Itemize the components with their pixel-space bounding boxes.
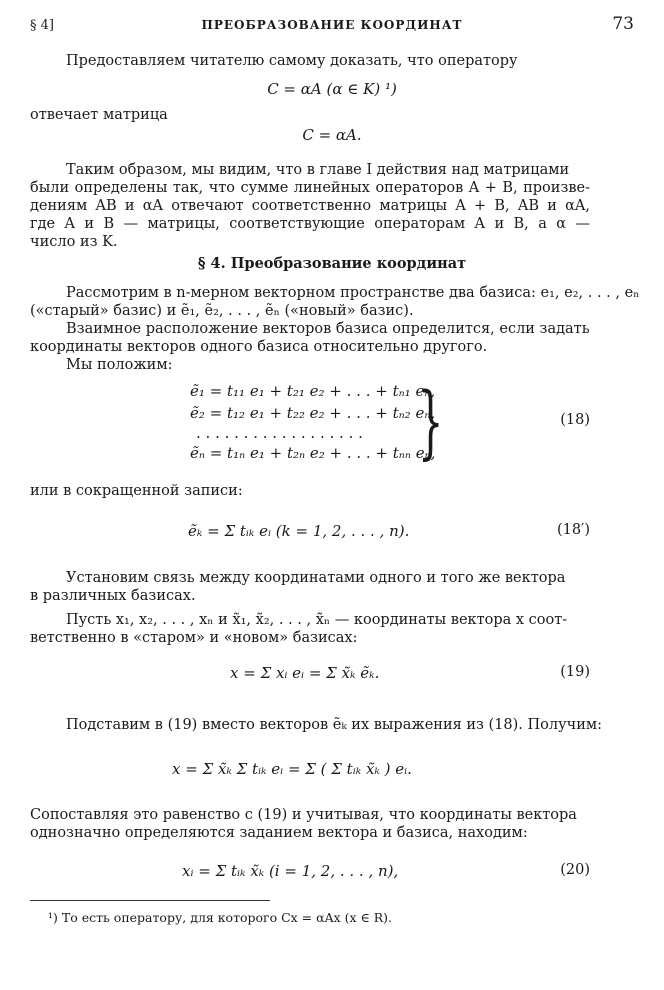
footnote-rule <box>30 900 270 901</box>
paragraph-line: отвечает матрица <box>30 107 168 123</box>
equation-18-prime: ẽₖ = Σ tᵢₖ eᵢ (k = 1, 2, . . . , n). <box>188 522 410 540</box>
equation-number-20: (20) <box>560 862 590 878</box>
right-brace: } <box>418 375 444 468</box>
paragraph-line: («старый» базис) и ẽ₁, ẽ₂, . . . , ẽₙ («новый» базис). <box>30 303 414 319</box>
paragraph-line: Таким образом, мы видим, что в главе I действия над матрицами <box>66 162 570 178</box>
paragraph-line: Установим связь между координатами одного и того же вектора <box>66 570 566 586</box>
system-line-n: ẽₙ = t₁ₙ e₁ + t₂ₙ e₂ + . . . + tₙₙ eₙ, <box>190 444 436 462</box>
equation-matrix-c: C = αA. <box>302 126 362 144</box>
paragraph-line: Сопоставляя это равенство с (19) и учитывая, что координаты вектора <box>30 807 577 823</box>
equation-substitution: x = Σ x̃ₖ Σ tᵢₖ eᵢ = Σ ( Σ tᵢₖ x̃ₖ ) eᵢ. <box>172 760 412 778</box>
equation-number-18: (18) <box>560 412 590 428</box>
equation-operator-c: C = αA (α ∈ K) ¹) <box>267 80 397 98</box>
paragraph-line: ветственно в «старом» и «новом» базисах: <box>30 630 358 646</box>
paragraph-line: были определены так, что сумме линейных операторов A + B, произве- <box>30 180 590 196</box>
paragraph-line: в различных базисах. <box>30 588 196 604</box>
paragraph-line: однозначно определяются заданием вектора и базиса, находим: <box>30 825 528 841</box>
header-section-ref: § 4] <box>30 18 54 33</box>
paragraph-line: Предоставляем читателю самому доказать, что оператору <box>66 53 518 69</box>
paragraph-line: координаты векторов одного базиса относительно другого. <box>30 339 488 355</box>
paragraph-line: дениям AB и αA отвечают соответственно матрицы A + B, AB и αA, <box>30 198 590 214</box>
system-line-1: ẽ₁ = t₁₁ e₁ + t₂₁ e₂ + . . . + tₙ₁ eₙ, <box>190 382 436 400</box>
equation-20: xᵢ = Σ tᵢₖ x̃ₖ (i = 1, 2, . . . , n), <box>182 862 399 880</box>
equation-number-18-prime: (18′) <box>556 522 590 538</box>
section-title: § 4. Преобразование координат <box>197 255 467 272</box>
paragraph-line: Пусть x₁, x₂, . . . , xₙ и x̃₁, x̃₂, . . . , x̃ₙ — координаты вектора x соот- <box>66 612 568 628</box>
paragraph-line: Взаимное расположение векторов базиса определится, если задать <box>66 321 590 337</box>
footnote: ¹) То есть оператору, для которого Cx = αAx (x ∈ R). <box>48 910 393 925</box>
equation-number-19: (19) <box>560 664 590 680</box>
paragraph-line: Рассмотрим в n-мерном векторном пространстве два базиса: e₁, e₂, . . . , eₙ <box>66 285 640 301</box>
header-title: ПРЕОБРАЗОВАНИЕ КООРДИНАТ <box>201 18 463 32</box>
page-number: 73 <box>612 14 634 34</box>
running-header <box>30 14 634 36</box>
paragraph-line: Мы положим: <box>66 357 173 373</box>
paragraph-line: Подставим в (19) вместо векторов ẽₖ их выражения из (18). Получим: <box>66 717 603 733</box>
paragraph-line: где A и B — матрицы, соответствующие операторам A и B, а α — <box>30 216 590 232</box>
paragraph-line: или в сокращенной записи: <box>30 483 243 499</box>
system-line-2: ẽ₂ = t₁₂ e₁ + t₂₂ e₂ + . . . + tₙ₂ eₙ, <box>190 404 436 422</box>
equation-19: x = Σ xᵢ eᵢ = Σ x̃ₖ ẽₖ. <box>230 664 380 682</box>
paragraph-line: число из K. <box>30 234 118 250</box>
system-line-dots: . . . . . . . . . . . . . . . . . . <box>196 424 363 442</box>
